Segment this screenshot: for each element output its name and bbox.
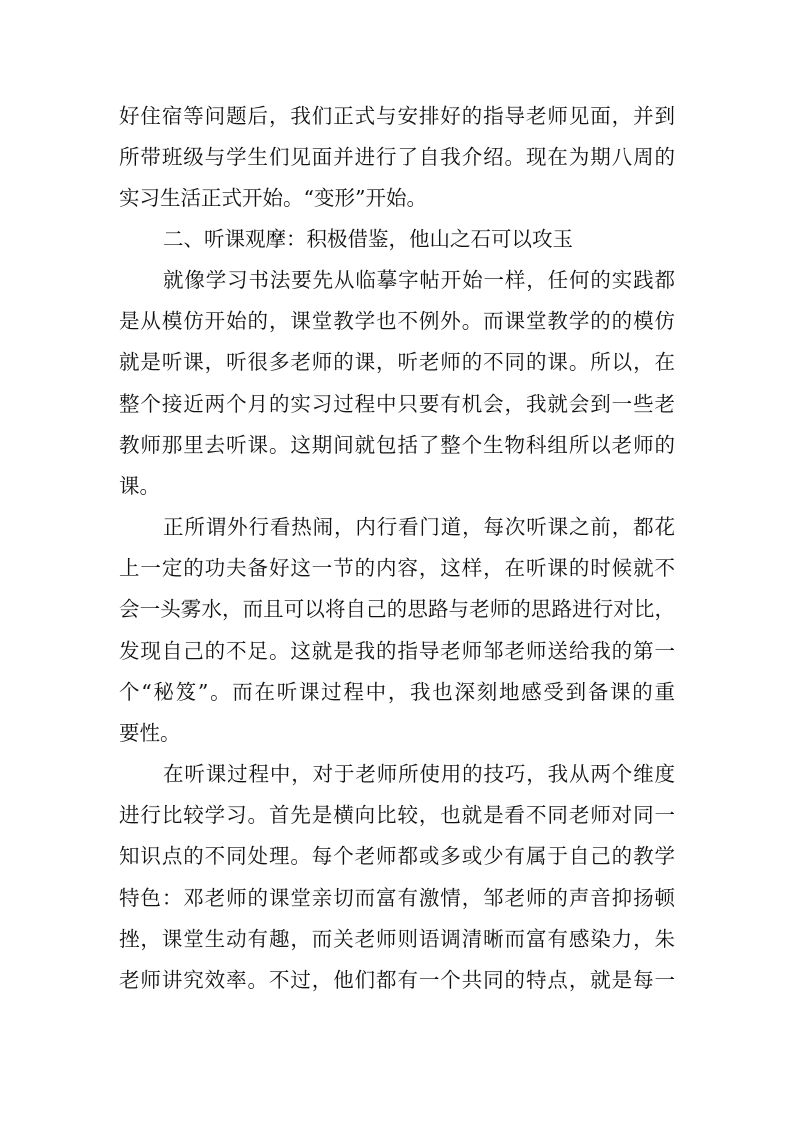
text-line: 是从模仿开始的，课堂教学也不例外。而课堂教学的的模仿 [119, 309, 675, 333]
text-line: 就是听课，听很多老师的课，听老师的不同的课。所以，在 [119, 350, 675, 374]
text-line: 在听课过程中，对于老师所使用的技巧，我从两个维度 [163, 762, 675, 786]
text-line: 就像学习书法要先从临摹字帖开始一样，任何的实践都 [163, 268, 675, 292]
text-line: 个“秘笈”。而在听课过程中，我也深刻地感受到备课的重 [119, 680, 675, 704]
section-heading: 二、听课观摩：积极借鉴，他山之石可以攻玉 [163, 227, 573, 251]
text-line: 进行比较学习。首先是横向比较，也就是看不同老师对同一 [119, 803, 675, 827]
text-line: 实习生活正式开始。“变形”开始。 [119, 186, 427, 210]
text-line: 会一头雾水，而且可以将自己的思路与老师的思路进行对比， [119, 597, 675, 621]
text-line: 所带班级与学生们见面并进行了自我介绍。现在为期八周的 [119, 145, 675, 169]
text-line: 挫，课堂生动有趣，而关老师则语调清晰而富有感染力，朱 [119, 927, 675, 951]
text-line: 特色：邓老师的课堂亲切而富有激情，邹老师的声音抑扬顿 [119, 886, 675, 910]
text-line: 整个接近两个月的实习过程中只要有机会，我就会到一些老 [119, 392, 675, 416]
text-line: 好住宿等问题后，我们正式与安排好的指导老师见面，并到 [119, 104, 675, 128]
text-line: 发现自己的不足。这就是我的指导老师邹老师送给我的第一 [119, 639, 675, 663]
text-line: 课。 [119, 474, 160, 498]
text-line: 上一定的功夫备好这一节的内容，这样，在听课的时候就不 [119, 556, 675, 580]
text-line: 知识点的不同处理。每个老师都或多或少有属于自己的教学 [119, 844, 675, 868]
text-line: 教师那里去听课。这期间就包括了整个生物科组所以老师的 [119, 433, 675, 457]
text-line: 要性。 [119, 721, 181, 745]
text-line: 老师讲究效率。不过，他们都有一个共同的特点，就是每一 [119, 968, 675, 992]
text-line: 正所谓外行看热闹，内行看门道，每次听课之前，都花 [163, 515, 675, 539]
